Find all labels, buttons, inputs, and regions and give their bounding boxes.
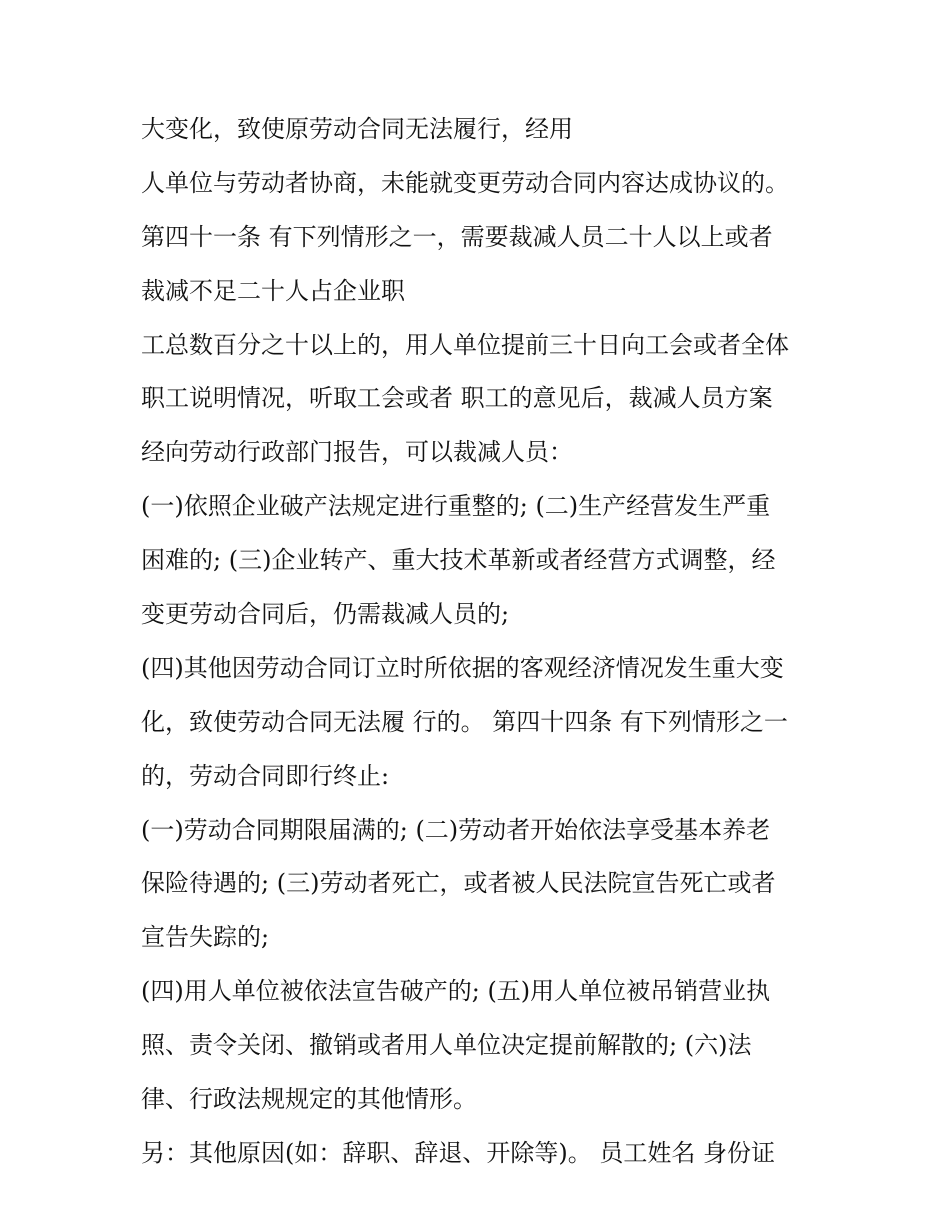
text-line: 裁减不足二十人占企业职: [141, 276, 405, 305]
text-line: 保险待遇的; (三)劳动者死亡，或者被人民法院宣告死亡或者: [141, 869, 776, 898]
text-line: 照、责令关闭、撤销或者用人单位决定提前解散的; (六)法: [141, 1031, 752, 1060]
text-line: 经向劳动行政部门报告，可以裁减人员：: [141, 438, 573, 467]
text-line: 职工说明情况，听取工会或者 职工的意见后，裁减人员方案: [141, 384, 773, 413]
text-line: (一)依照企业破产法规定进行重整的; (二)生产经营发生严重: [141, 492, 771, 521]
text-line: 宣告失踪的;: [141, 923, 270, 952]
text-line: 另：其他原因(如：辞职、辞退、开除等)。 员工姓名 身份证: [141, 1138, 775, 1167]
text-line: 第四十一条 有下列情形之一，需要裁减人员二十人以上或者: [141, 222, 773, 251]
text-line: 工总数百分之十以上的，用人单位提前三十日向工会或者全体: [141, 330, 789, 359]
text-line: 化，致使劳动合同无法履 行的。 第四十四条 有下列情形之一: [141, 707, 788, 736]
text-line: (四)用人单位被依法宣告破产的; (五)用人单位被吊销营业执: [141, 977, 771, 1006]
text-line: (一)劳动合同期限届满的; (二)劳动者开始依法享受基本养老: [141, 815, 771, 844]
document-body: [141, 111, 841, 1189]
text-line: 变更劳动合同后，仍需裁减人员的;: [141, 600, 510, 629]
text-line: 律、行政法规规定的其他情形。: [141, 1085, 477, 1114]
text-line: 的，劳动合同即行终止:: [141, 761, 390, 790]
text-line: 大变化，致使原劳动合同无法履行，经用: [141, 115, 573, 143]
text-line: (四)其他因劳动合同订立时所依据的客观经济情况发生重大变: [141, 653, 784, 682]
text-line: 困难的; (三)企业转产、重大技术革新或者经营方式调整，经: [141, 546, 776, 575]
text-line: 人单位与劳动者协商，未能就变更劳动合同内容达成协议的。: [141, 168, 789, 197]
